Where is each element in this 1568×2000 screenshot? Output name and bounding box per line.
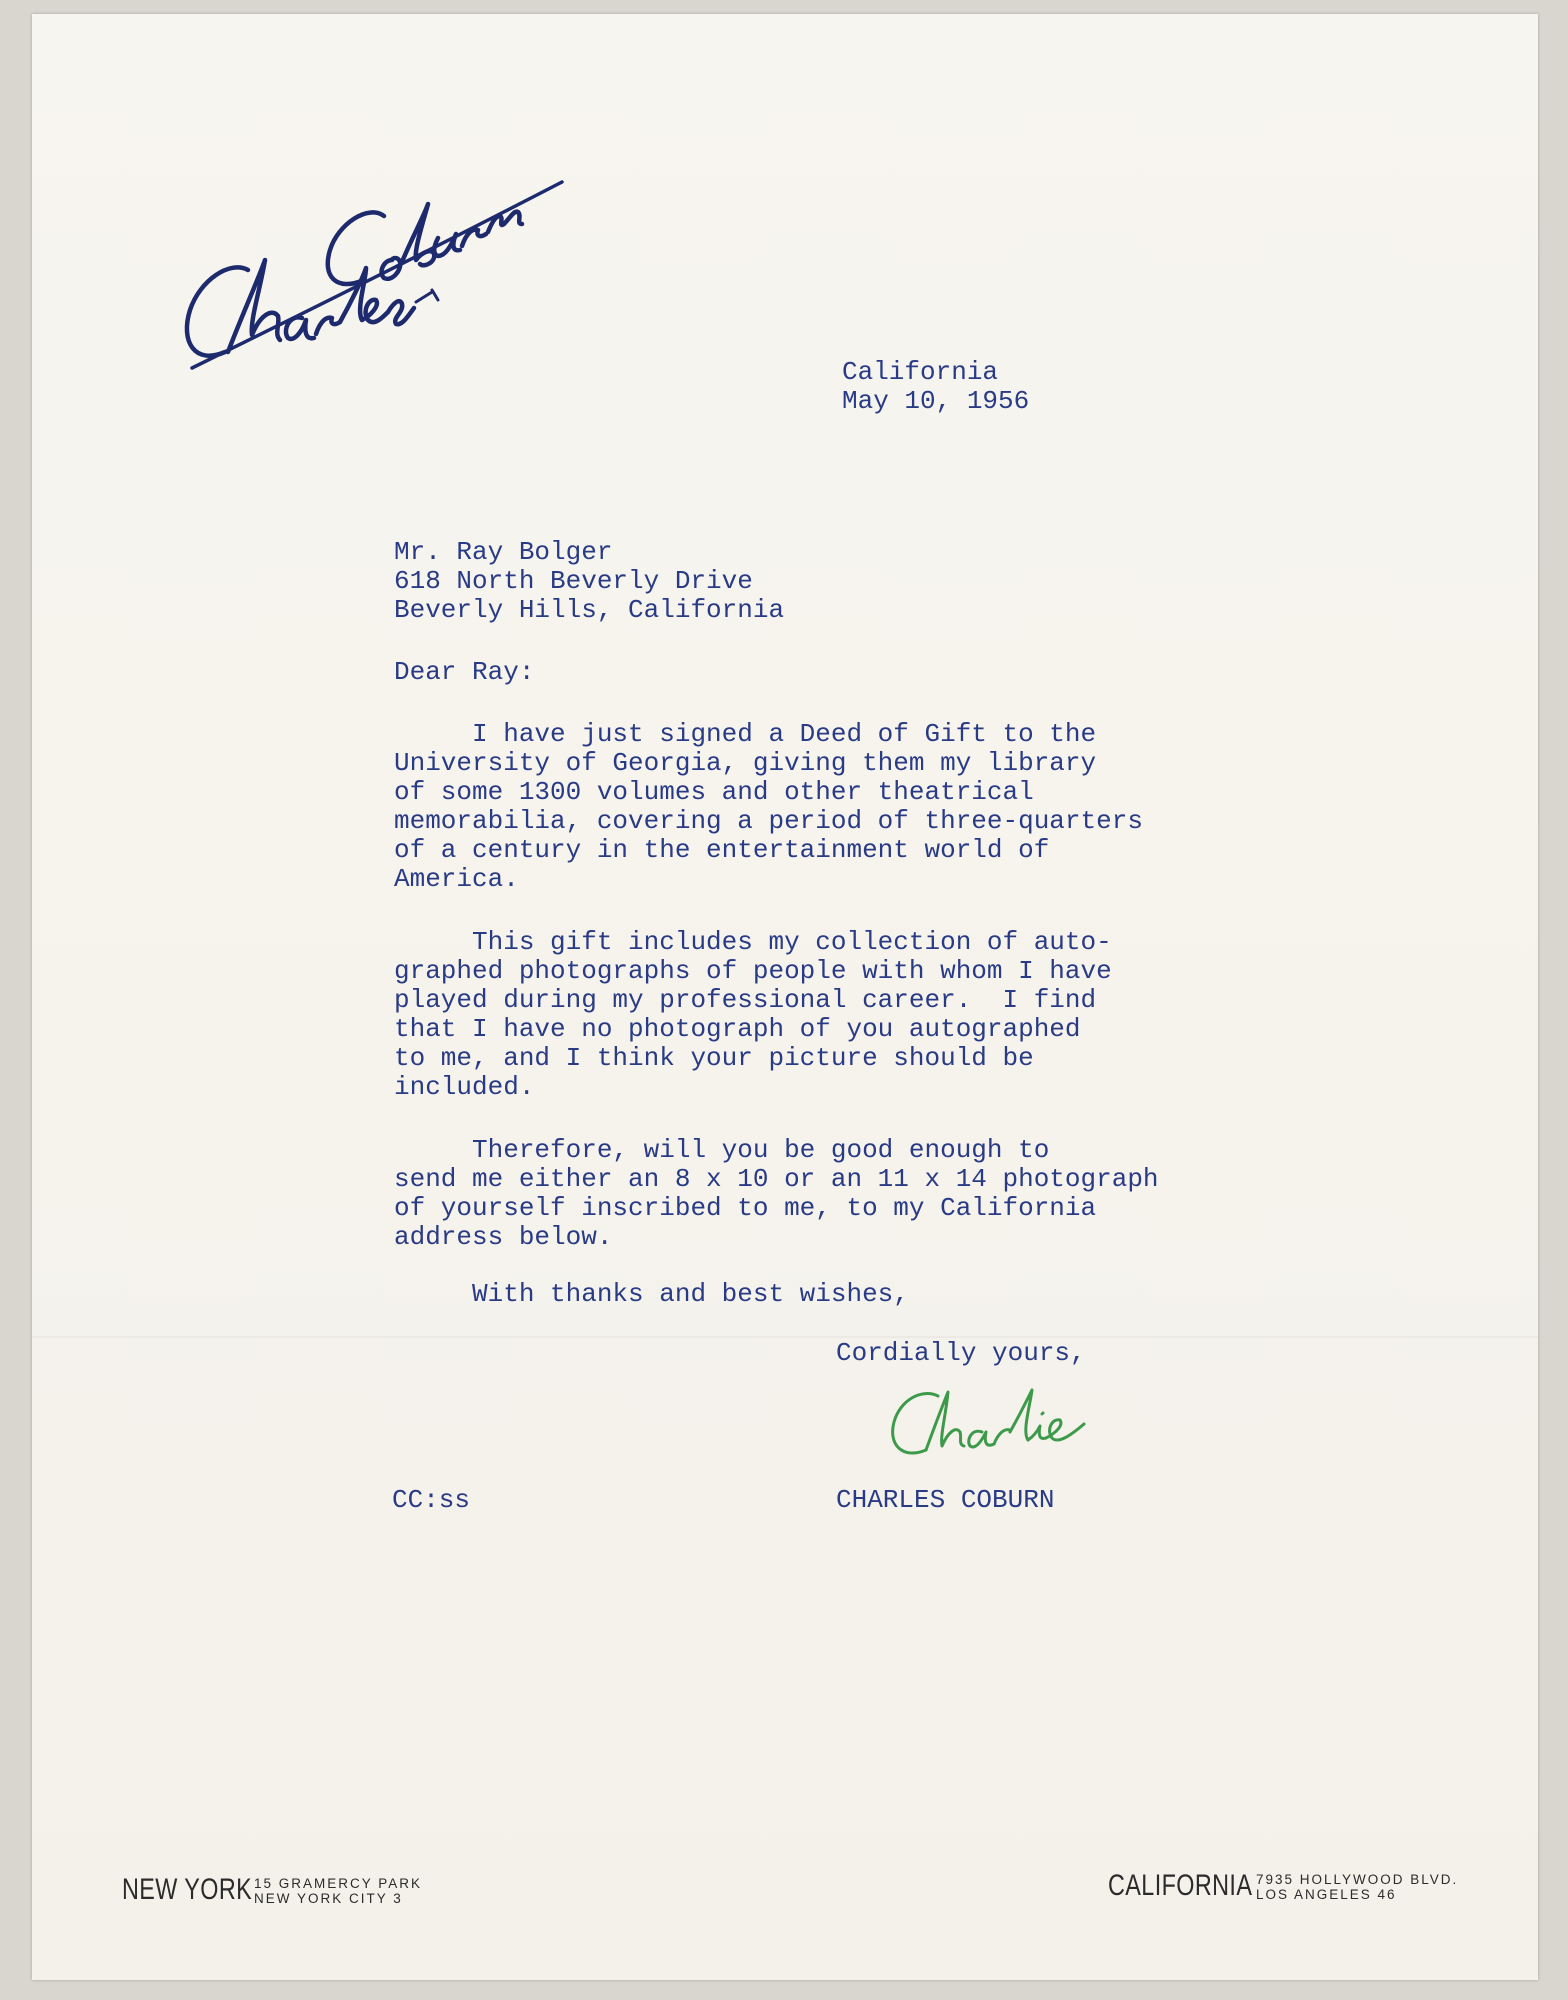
paragraph-line: This gift includes my collection of auto-	[394, 927, 1112, 957]
paragraph-line: of a century in the entertainment world of	[394, 835, 1050, 865]
paragraph-line: send me either an 8 x 10 or an 11 x 14 photograph	[394, 1164, 1159, 1194]
footer-new-york-line-2: NEW YORK CITY 3	[254, 1891, 403, 1906]
recipient-city: Beverly Hills, California	[394, 595, 785, 625]
dateline-place: California	[842, 357, 999, 387]
footer-california-address	[1256, 1872, 1458, 1902]
thanks-line: With thanks and best wishes,	[394, 1279, 909, 1309]
paragraph-line: America.	[394, 864, 519, 894]
letterhead-signature	[170, 120, 620, 390]
paragraph-line: Therefore, will you be good enough to	[394, 1135, 1050, 1165]
typed-name: CHARLES COBURN	[836, 1485, 1055, 1515]
paragraph-line: played during my professional career. I find	[394, 985, 1097, 1015]
footer-new-york-line-1: 15 GRAMERCY PARK	[254, 1876, 423, 1891]
paragraph-line: of yourself inscribed to me, to my California	[394, 1193, 1097, 1223]
paragraph-line: graphed photographs of people with whom I have	[394, 956, 1112, 986]
footer-california-line-1: 7935 HOLLYWOOD BLVD.	[1256, 1872, 1459, 1887]
salutation: Dear Ray:	[394, 657, 535, 687]
footer-new-york-city: NEW YORK	[122, 1873, 253, 1906]
paragraph-line: memorabilia, covering a period of three-quarters	[394, 806, 1143, 836]
footer-california-city: CALIFORNIA	[1108, 1869, 1253, 1902]
fold-crease	[32, 1336, 1538, 1338]
valediction: Cordially yours,	[836, 1338, 1086, 1368]
paragraph-line: University of Georgia, giving them my library	[394, 748, 1097, 778]
footer-california-line-2: LOS ANGELES 46	[1256, 1887, 1397, 1902]
paragraph-line: I have just signed a Deed of Gift to the	[394, 719, 1097, 749]
paragraph-line: of some 1300 volumes and other theatrical	[394, 777, 1034, 807]
paragraph-line: address below.	[394, 1222, 613, 1252]
recipient-name: Mr. Ray Bolger	[394, 537, 613, 567]
initials: CC:ss	[392, 1485, 471, 1515]
recipient-street: 618 North Beverly Drive	[394, 566, 753, 596]
paragraph-line: to me, and I think your picture should be	[394, 1043, 1034, 1073]
paragraph-line: included.	[394, 1072, 535, 1102]
handwritten-signature	[886, 1380, 1106, 1480]
dateline-date: May 10, 1956	[842, 386, 1030, 416]
paragraph-line: that I have no photograph of you autographed	[394, 1014, 1081, 1044]
footer-new-york-address	[254, 1876, 422, 1906]
